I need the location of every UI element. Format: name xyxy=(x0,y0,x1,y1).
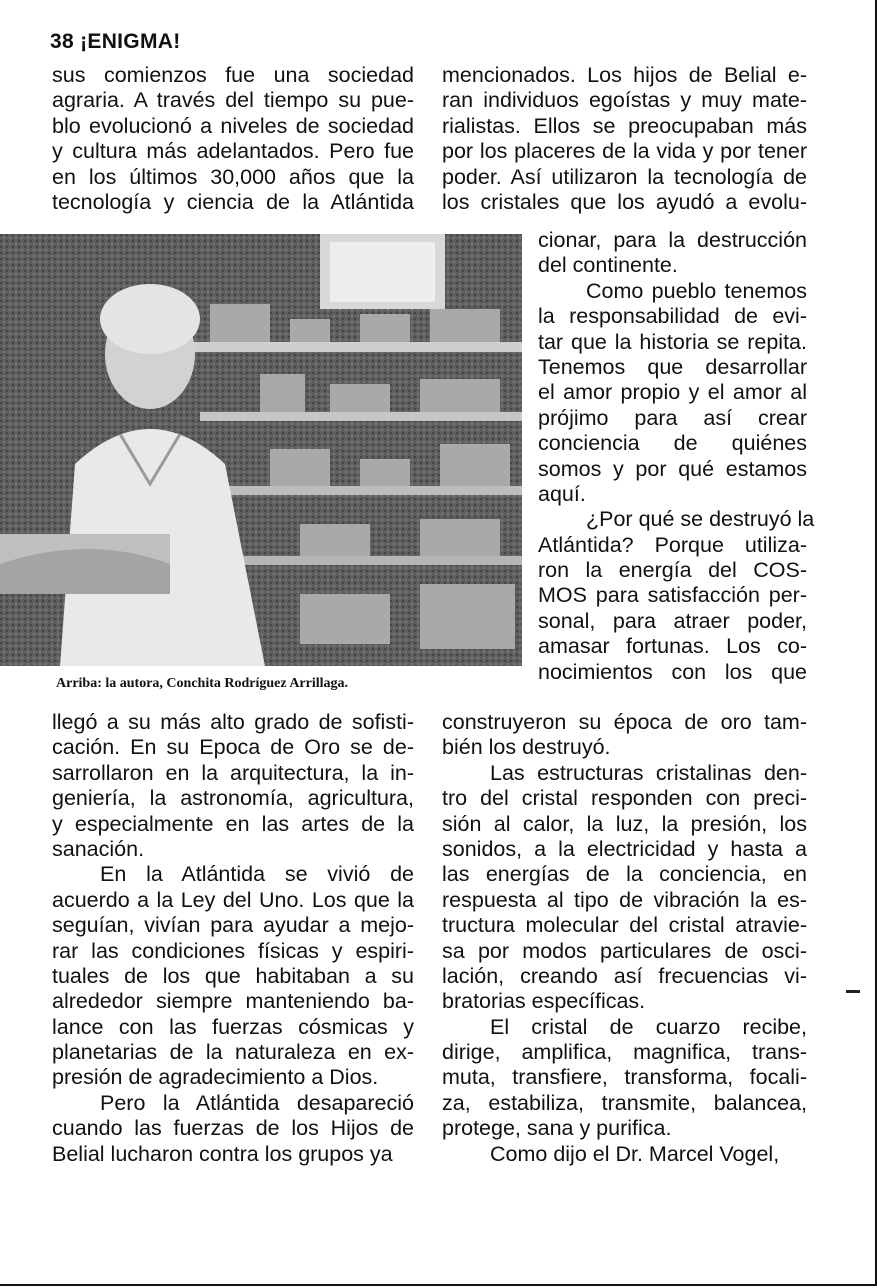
left-column-top xyxy=(52,63,414,215)
margin-mark xyxy=(846,990,860,993)
text-line: cionar, para la destrucción xyxy=(538,228,807,252)
text-line: alrededor siempre manteniendo ba- xyxy=(52,989,414,1014)
text-line: Belial lucharon contra los grupos ya xyxy=(52,1141,393,1166)
text-line: lación, creando así frecuencias vi- xyxy=(442,963,807,988)
text-line: ron la energía del COS- xyxy=(538,558,807,583)
text-line: amasar fortunas. Los co- xyxy=(538,634,807,659)
text-line: bién los destruyó. xyxy=(442,735,611,760)
text-line: construyeron su época de oro tam- xyxy=(442,710,807,734)
text-line: tuales de los que habitaban a su xyxy=(52,963,414,988)
text-line: rialistas. Ellos se preocupaban más xyxy=(442,113,807,138)
text-line: por los placeres de la vida y por tener xyxy=(442,139,807,164)
photo-image xyxy=(0,234,522,666)
text-line: El cristal de cuarzo recibe, xyxy=(490,1014,807,1039)
text-line: conciencia de quiénes xyxy=(538,431,807,456)
text-line: rar las condiciones físicas y espiri- xyxy=(52,938,414,963)
text-line: seguían, vivían para ayudar a mejo- xyxy=(52,913,414,938)
text-line: sonidos, a la electricidad y hasta a xyxy=(442,836,807,861)
text-line: prójimo para así crear xyxy=(538,405,807,430)
text-line: blo evolucionó a niveles de sociedad xyxy=(52,113,414,138)
text-line: Las estructuras cristalinas den- xyxy=(490,760,807,785)
photo-caption: Arriba: la autora, Conchita Rodríguez Arrillaga. xyxy=(56,676,349,691)
text-line: sus comienzos fue una sociedad xyxy=(52,63,414,87)
text-line: planetarias de la naturaleza en ex- xyxy=(52,1040,414,1065)
text-line: ran individuos egoístas y muy mate- xyxy=(442,88,807,113)
text-line: y especialmente en las artes de la xyxy=(52,811,414,836)
text-line: En la Atlántida se vivió de xyxy=(100,862,414,887)
text-line: el amor propio y el amor al xyxy=(538,380,807,405)
text-line: tro del cristal responden con preci- xyxy=(442,786,807,811)
text-line: sonal, para atraer poder, xyxy=(538,608,807,633)
page-header xyxy=(50,30,181,54)
text-line: ¿Por qué se destruyó la xyxy=(586,507,815,532)
left-column-bottom xyxy=(52,710,414,1167)
text-line: tar que la historia se repita. xyxy=(538,329,807,354)
text-line: poder. Así utilizaron la tecnología de xyxy=(442,164,807,189)
text-line: del continente. xyxy=(538,253,678,278)
text-line: mencionados. Los hijos de Belial e- xyxy=(442,63,807,87)
text-line: za, estabiliza, transmite, balancea, xyxy=(442,1090,807,1115)
text-line: somos y por qué estamos xyxy=(538,456,807,481)
text-line: tructura molecular del cristal atravie- xyxy=(442,913,807,938)
text-line: lance con las fuerzas cósmicas y xyxy=(52,1014,414,1039)
text-line: acuerdo a la Ley del Uno. Los que la xyxy=(52,887,414,912)
text-line: cuando las fuerzas de los Hijos de xyxy=(52,1116,414,1141)
text-line: tecnología y ciencia de la Atlántida xyxy=(52,189,414,214)
text-line: bratorias específicas. xyxy=(442,989,646,1014)
text-line: sión al calor, la luz, la presión, los xyxy=(442,811,807,836)
text-line: dirige, amplifica, magnifica, trans- xyxy=(442,1040,807,1065)
text-line: protege, sana y purifica. xyxy=(442,1116,672,1141)
text-line: agraria. A través del tiempo su pue- xyxy=(52,88,414,113)
text-line: sarrollaron en la arquitectura, la in- xyxy=(52,760,414,785)
text-line: aquí. xyxy=(538,481,586,506)
text-line: MOS para satisfacción per- xyxy=(538,583,807,608)
text-line: Como dijo el Dr. Marcel Vogel, xyxy=(490,1141,780,1166)
right-column-narrow xyxy=(538,228,815,685)
text-line: Atlántida? Porque utiliza- xyxy=(538,532,807,557)
text-line: la responsabilidad de evi- xyxy=(538,304,807,329)
text-line: Pero la Atlántida desapareció xyxy=(100,1090,414,1115)
text-line: respuesta al tipo de vibración la es- xyxy=(442,887,807,912)
text-line: nocimientos con los que xyxy=(538,659,807,684)
text-line: sanación. xyxy=(52,836,145,861)
text-line: Tenemos que desarrollar xyxy=(538,354,807,379)
text-line: llegó a su más alto grado de sofisti- xyxy=(52,710,414,734)
right-column-top xyxy=(442,63,807,215)
text-line: en los últimos 30,000 años que la xyxy=(52,164,414,189)
text-line: Como pueblo tenemos xyxy=(586,278,807,303)
text-line: muta, transfiere, transforma, focali- xyxy=(442,1065,807,1090)
right-column-bottom xyxy=(442,710,807,1167)
text-line: los cristales que los ayudó a evolu- xyxy=(442,189,807,214)
text-line: presión de agradecimiento a Dios. xyxy=(52,1065,379,1090)
text-line: cación. En su Epoca de Oro se de- xyxy=(52,735,414,760)
text-line: las energías de la conciencia, en xyxy=(442,862,807,887)
magazine-title: ¡ENIGMA! xyxy=(80,30,181,53)
text-line: geniería, la astronomía, agricultura, xyxy=(52,786,414,811)
author-photo xyxy=(0,234,522,666)
text-line: y cultura más adelantados. Pero fue xyxy=(52,139,414,164)
page-number: 38 xyxy=(50,30,74,53)
text-line: sa por modos particulares de osci- xyxy=(442,938,807,963)
